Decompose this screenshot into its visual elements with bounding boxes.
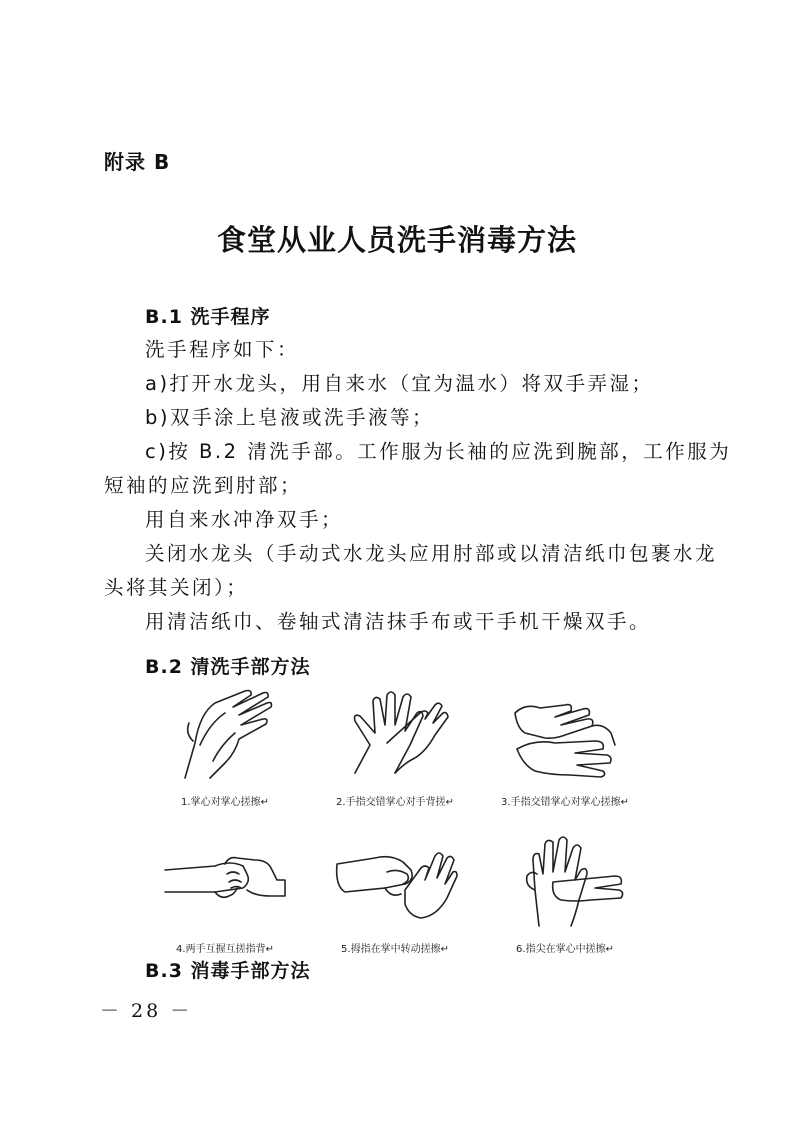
handwash-step-5 [305,830,485,965]
section-b2-heading: B.2 清洗手部方法 [145,656,311,678]
page-number: － 28 － [100,1000,193,1022]
section-b1-heading: B.1 洗手程序 [145,306,271,328]
b1-line-3: b)双手涂上皂液或洗手液等； [145,406,434,429]
thumb-rotation-hands-icon [325,830,465,930]
handwash-step-1 [135,683,315,818]
b1-line-4: c)按 B.2 清洗手部。工作服为长袖的应洗到腕部，工作服为 [145,440,732,463]
section-b3-heading: B.3 消毒手部方法 [145,960,311,982]
step-caption-4: 4.两手互握互搓指背↵ [176,944,274,955]
b1-line-2: a)打开水龙头，用自来水（宜为温水）将双手弄湿； [145,372,654,395]
handwash-step-6 [475,830,655,965]
step-caption-1: 1.掌心对掌心搓擦↵ [181,797,269,808]
page-title: 食堂从业人员洗手消毒方法 [216,223,577,257]
handwash-step-3 [475,683,655,818]
b1-line-1: 洗手程序如下： [145,338,300,361]
palm-over-back-hands-icon [325,683,465,783]
handwash-step-2 [305,683,485,818]
palm-to-palm-hands-icon [155,683,295,783]
handwash-step-4 [135,830,315,965]
fingers-interlaced-hands-icon [495,683,635,783]
b1-line-6: 用自来水冲净双手； [145,508,344,531]
backs-of-fingers-hands-icon [155,830,295,930]
b1-line-7: 关闭水龙头（手动式水龙头应用肘部或以清洁纸巾包裹水龙 [145,542,718,565]
fingertips-in-palm-hands-icon [495,830,635,930]
b1-line-8: 头将其关闭）； [104,576,249,599]
step-caption-2: 2.手指交错掌心对手背搓↵ [336,797,454,808]
step-caption-6: 6.指尖在掌心中搓擦↵ [516,944,614,955]
b1-line-9: 用清洁纸巾、卷轴式清洁抹手布或干手机干燥双手。 [145,610,652,633]
appendix-label: 附录 B [104,150,171,174]
step-caption-3: 3.手指交错掌心对掌心搓擦↵ [501,797,629,808]
step-caption-5: 5.拇指在掌中转动搓擦↵ [341,944,449,955]
b1-line-5: 短袖的应洗到肘部； [104,474,303,497]
